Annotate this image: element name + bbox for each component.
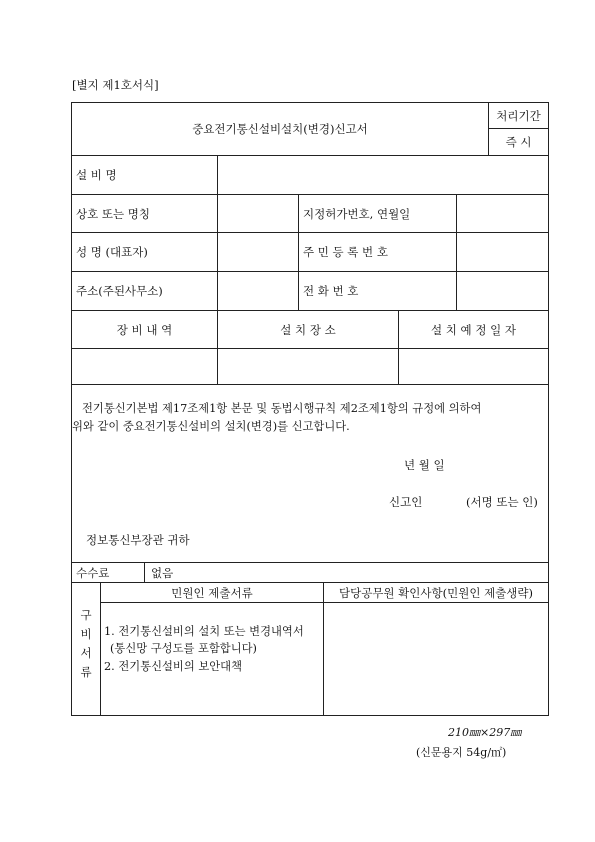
signature-label: (서명 또는 인): [466, 495, 538, 509]
phone-field[interactable]: [458, 273, 547, 309]
install-date-header: 설 치 예 정 일 자: [431, 322, 516, 337]
trade-name-field[interactable]: [219, 196, 297, 231]
declaration-date: 년 월 일: [404, 458, 445, 472]
install-date-field[interactable]: [400, 350, 547, 383]
fee-value: 없음: [151, 565, 174, 580]
facility-name-label: 설 비 명: [76, 168, 117, 182]
form-title: 중요전기통신설비설치(변경)신고서: [192, 122, 368, 136]
license-number-field[interactable]: [458, 196, 547, 231]
representative-field[interactable]: [219, 234, 297, 270]
document-item: (통신망 구성도를 포함합니다): [110, 642, 257, 655]
address-field[interactable]: [219, 273, 297, 309]
fee-label: 수수료: [76, 565, 110, 580]
processing-period-value: 즉 시: [505, 135, 532, 149]
required-documents-char: 류: [80, 665, 92, 679]
processing-period-label: 처리기간: [496, 108, 541, 123]
facility-name-field[interactable]: [219, 157, 547, 193]
install-location-header: 설 치 장 소: [280, 322, 336, 337]
resident-number-label: 주 민 등 록 번 호: [303, 245, 388, 259]
required-documents-label: [72, 606, 100, 682]
official-check-area: [326, 605, 546, 713]
applicant-documents-header: 민원인 제출서류: [171, 585, 253, 600]
recipient: 정보통신부장관 귀하: [86, 533, 190, 547]
document-item: 1. 전기통신설비의 설치 또는 변경내역서: [104, 625, 304, 638]
declaration-line-1: 전기통신기본법 제17조제1항 본문 및 동법시행규칙 제2조제1항의 규정에 의하여: [82, 402, 482, 415]
official-check-header: 담당공무원 확인사항(민원인 제출생략): [338, 585, 534, 600]
install-location-field[interactable]: [219, 350, 397, 383]
document-item: 2. 전기통신설비의 보안대책: [104, 660, 243, 673]
equipment-details-header: 장 비 내 역: [116, 322, 173, 337]
phone-label: 전 화 번 호: [303, 284, 359, 298]
required-documents-char: 비: [80, 627, 92, 641]
trade-name-label: 상호 또는 명칭: [76, 206, 150, 221]
equipment-details-field[interactable]: [73, 350, 216, 383]
required-documents-char: 구: [80, 608, 92, 622]
form-label: [별지 제1호서식]: [72, 78, 159, 92]
declaration-line-2: 위와 같이 중요전기통신설비의 설치(변경)를 신고합니다.: [72, 420, 350, 433]
reporter-label: 신고인: [389, 495, 423, 509]
address-label: 주소(주된사무소): [76, 284, 163, 298]
resident-number-field[interactable]: [458, 234, 547, 270]
required-documents-char: 서: [80, 646, 92, 660]
paper-type: (신문용지 54g/㎡): [416, 746, 507, 759]
paper-size: 210㎜×297㎜: [448, 726, 522, 739]
license-number-label: 지정허가번호, 연월일: [303, 206, 411, 221]
representative-label: 성 명 (대표자): [76, 245, 148, 259]
